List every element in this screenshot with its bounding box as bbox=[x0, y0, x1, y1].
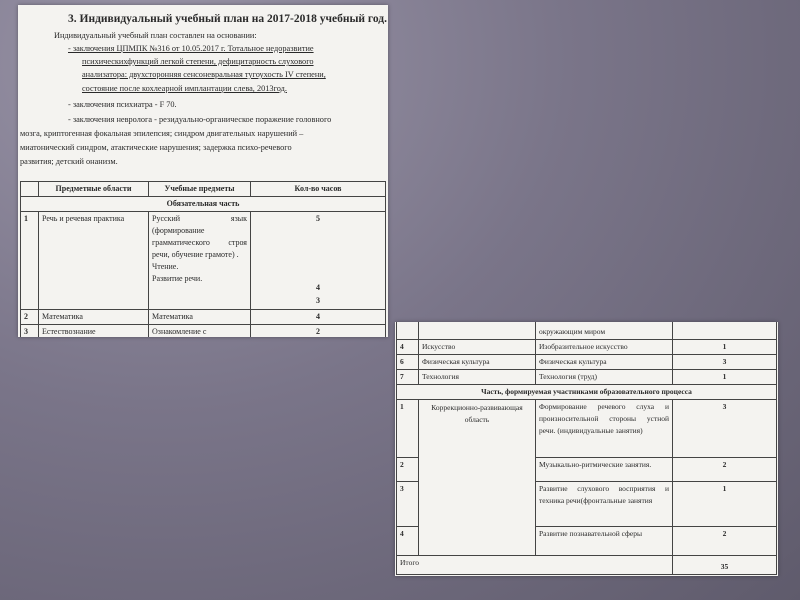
subject-area: Речь и речевая практика bbox=[39, 212, 149, 310]
subject-area: Математика bbox=[39, 310, 149, 325]
plan-table-part1 bbox=[20, 181, 386, 337]
row-number: 3 bbox=[397, 482, 419, 527]
hours-cell: 1 bbox=[673, 340, 777, 355]
hours-cell: 3 bbox=[673, 400, 777, 458]
subject-area: Технология bbox=[419, 370, 536, 385]
subject-area: Физическая культура bbox=[419, 355, 536, 370]
row-number: 4 bbox=[397, 527, 419, 556]
bullet-line: мозга, криптогенная фокальная эпилепсия; синдром двигательных нарушений – bbox=[20, 129, 304, 138]
plan-title: 3. Индивидуальный учебный план на 2017-2018 учебный год. bbox=[68, 13, 387, 25]
hours-value: 4 bbox=[316, 283, 320, 292]
hours-cell: 2 bbox=[673, 527, 777, 556]
bullet-line: - заключения ЦПМПК №316 от 10.05.2017 г. Тотальное недоразвитие bbox=[68, 44, 314, 53]
bullet-line: - заключения невролога - резидуально-органическое поражение головного bbox=[68, 115, 332, 124]
header-cell bbox=[21, 182, 39, 197]
hours-cell: 4 bbox=[251, 310, 386, 325]
hours-cell bbox=[673, 322, 777, 340]
subject-line: Русский язык bbox=[152, 214, 247, 223]
intro-text: Индивидуальный учебный план составлен на основании: bbox=[54, 31, 257, 40]
row-number: 7 bbox=[397, 370, 419, 385]
row-number: 1 bbox=[21, 212, 39, 310]
hours-value: 5 bbox=[316, 214, 320, 223]
section-header: Часть, формируемая участниками образовательного процесса bbox=[397, 385, 777, 400]
subject-cell: Формирование речевого слуха и произносительной стороны устной речи. (индивидуальные занятия) bbox=[536, 400, 673, 458]
hours-cell: 2 bbox=[251, 325, 386, 338]
subject-cell: Ознакомление с bbox=[149, 325, 251, 338]
subject-area: Естествознание bbox=[39, 325, 149, 338]
subject-line: Развитие речи. bbox=[152, 274, 203, 283]
hours-value: 3 bbox=[316, 296, 320, 305]
document-scan-1 bbox=[18, 5, 388, 337]
bullet-line: - заключения психиатра - F 70. bbox=[68, 100, 177, 109]
total-label: Итого bbox=[397, 556, 673, 575]
subject-area: Искусство bbox=[419, 340, 536, 355]
subject-cell: Развитие слухового восприятия и техника речи(фронтальные занятия bbox=[536, 482, 673, 527]
subject-line: Чтение. bbox=[152, 262, 179, 271]
row-number bbox=[397, 322, 419, 340]
plan-table-part2 bbox=[396, 322, 777, 575]
row-number: 2 bbox=[21, 310, 39, 325]
bullet-line: психическихфункций легкой степени, дефицитарность слухового bbox=[82, 57, 314, 66]
subject-cell: Развитие познавательной сферы bbox=[536, 527, 673, 556]
subject-cell: Математика bbox=[149, 310, 251, 325]
subject-cell: окружающим миром bbox=[536, 322, 673, 340]
subject-area: Коррекционно-развивающая область bbox=[419, 400, 536, 556]
document-scan-2 bbox=[395, 322, 778, 576]
bullet-line: миатонический синдром, атактические нарушения; задержка психо-речевого bbox=[20, 143, 292, 152]
row-number: 1 bbox=[397, 400, 419, 458]
subject-area bbox=[419, 322, 536, 340]
hours-cell: 1 bbox=[673, 370, 777, 385]
row-number: 4 bbox=[397, 340, 419, 355]
row-number: 3 bbox=[21, 325, 39, 338]
hours-cell: 2 bbox=[673, 458, 777, 482]
subject-cell: Технология (труд) bbox=[536, 370, 673, 385]
bullet-line: развития; детский онанизм. bbox=[20, 157, 118, 166]
subject-cell bbox=[149, 212, 251, 310]
subject-line: речи, обучение грамоте) . bbox=[152, 250, 239, 259]
subject-cell: Музыкально-ритмические занятия. bbox=[536, 458, 673, 482]
header-cell: Кол-во часов bbox=[251, 182, 386, 197]
subject-cell: Физическая культура bbox=[536, 355, 673, 370]
row-number: 6 bbox=[397, 355, 419, 370]
hours-cell: 3 bbox=[673, 355, 777, 370]
header-cell: Предметные области bbox=[39, 182, 149, 197]
subject-line: (формирование bbox=[152, 226, 205, 235]
total-hours: 35 bbox=[673, 556, 777, 575]
row-number: 2 bbox=[397, 458, 419, 482]
hours-cell: 1 bbox=[673, 482, 777, 527]
subject-cell: Изобразительное искусство bbox=[536, 340, 673, 355]
header-cell: Учебные предметы bbox=[149, 182, 251, 197]
hours-cell bbox=[251, 212, 386, 310]
section-header: Обязательная часть bbox=[21, 197, 386, 212]
bullet-line: анализатора: двухсторонняя сенсоневральная тугоухость IV степени, bbox=[82, 70, 326, 79]
subject-line: грамматического строя bbox=[152, 238, 247, 247]
bullet-line: состояние после кохлеарной имплантации слева, 2013год. bbox=[82, 84, 287, 93]
